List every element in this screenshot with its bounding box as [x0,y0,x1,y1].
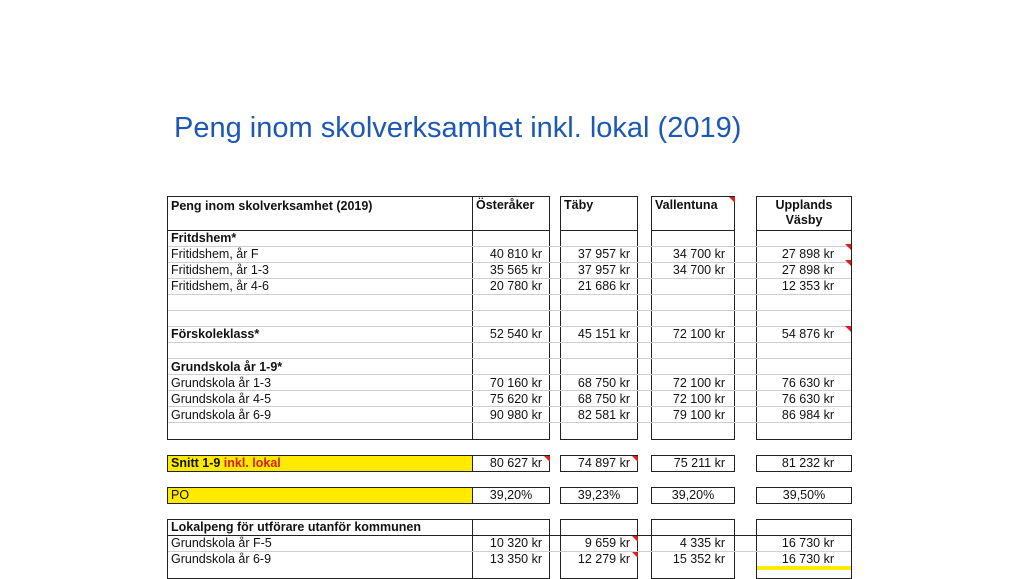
comment-marker [845,260,851,266]
header-vallentuna: Vallentuna [655,198,718,212]
cell-upplands: 16 730 kr [781,552,834,566]
cell-taby: 82 581 kr [577,408,630,422]
section-heading-fritidshem: Fritdshem* [171,231,237,245]
snitt-osteraker: 80 627 kr [489,456,542,470]
cell-vallentuna: 34 700 kr [672,263,725,277]
row-label-forskoleklass: Förskoleklass* [171,327,260,341]
cell-taby: 68 750 kr [577,392,630,406]
snitt-label-highlight: inkl. lokal [223,456,281,470]
cell-taby: 45 151 kr [577,327,630,341]
cell-vallentuna: 34 700 kr [672,247,725,261]
cell-vallentuna: 79 100 kr [672,408,725,422]
cell-osteraker: 70 160 kr [489,376,542,390]
comment-marker [632,536,638,542]
snitt-upplands: 81 232 kr [781,456,834,470]
cell-osteraker: 75 620 kr [489,392,542,406]
cell-taby: 9 659 kr [584,536,630,550]
cell-upplands: 12 353 kr [781,279,834,293]
header-label: Peng inom skolverksamhet (2019) [171,199,373,213]
comment-marker [632,552,638,558]
cell-osteraker: 13 350 kr [489,552,542,566]
cell-osteraker: 40 810 kr [489,247,542,261]
comment-marker [845,244,851,250]
cell-taby: 21 686 kr [577,279,630,293]
header-taby: Täby [564,198,594,212]
row-label: Grundskola år F-5 [171,536,272,550]
cell-vallentuna: 15 352 kr [672,552,725,566]
cell-upplands: 27 898 kr [781,247,834,261]
row-label: Fritidshem, år F [171,247,259,261]
header-osteraker: Österåker [476,198,535,212]
comment-marker [544,456,550,462]
cell-osteraker: 10 320 kr [489,536,542,550]
cell-osteraker: 20 780 kr [489,279,542,293]
comment-marker [729,197,735,203]
cell-upplands: 16 730 kr [781,536,834,550]
cell-vallentuna: 72 100 kr [672,392,725,406]
cell-osteraker: 35 565 kr [489,263,542,277]
cell-taby: 37 957 kr [577,247,630,261]
snitt-label [171,455,281,471]
header-upplands-line2: Väsby [785,213,823,227]
row-label: Grundskola år 1-3 [171,376,272,390]
cell-upplands: 76 630 kr [781,392,834,406]
cell-upplands: 76 630 kr [781,376,834,390]
comment-marker [845,326,851,332]
row-label: Grundskola år 6-9 [171,552,272,566]
page-title: Peng inom skolverksamhet inkl. lokal (2019) [174,112,742,144]
row-label: Grundskola år 4-5 [171,392,272,406]
section-heading-lokalpeng: Lokalpeng för utförare utanför kommunen [171,520,422,534]
cell-taby: 37 957 kr [577,263,630,277]
row-label: Fritidshem, år 4-6 [171,279,269,293]
po-label: PO [171,488,190,502]
cell-vallentuna: 72 100 kr [672,327,725,341]
cell-vallentuna: 72 100 kr [672,376,725,390]
cell-vallentuna: 4 335 kr [679,536,725,550]
po-taby: 39,23% [577,488,621,502]
cell-taby: 12 279 kr [577,552,630,566]
snitt-taby: 74 897 kr [577,456,630,470]
snitt-label-main: Snitt 1-9 [171,456,224,470]
po-upplands: 39,50% [782,488,826,502]
snitt-vallentuna: 75 211 kr [673,456,725,470]
po-label-box [167,487,473,504]
row-label: Grundskola år 6-9 [171,408,272,422]
po-osteraker: 39,20% [489,488,533,502]
comment-marker [632,456,638,462]
section-heading-grundskola: Grundskola år 1-9* [171,360,283,374]
po-vallentuna: 39,20% [671,488,715,502]
cell-osteraker: 52 540 kr [489,327,542,341]
cell-taby: 68 750 kr [577,376,630,390]
row-label: Fritidshem, år 1-3 [171,263,269,277]
header-upplands-line1: Upplands [775,198,833,212]
cell-upplands: 27 898 kr [781,263,834,277]
cell-upplands: 54 876 kr [781,327,834,341]
cell-osteraker: 90 980 kr [489,408,542,422]
cell-upplands: 86 984 kr [781,408,834,422]
